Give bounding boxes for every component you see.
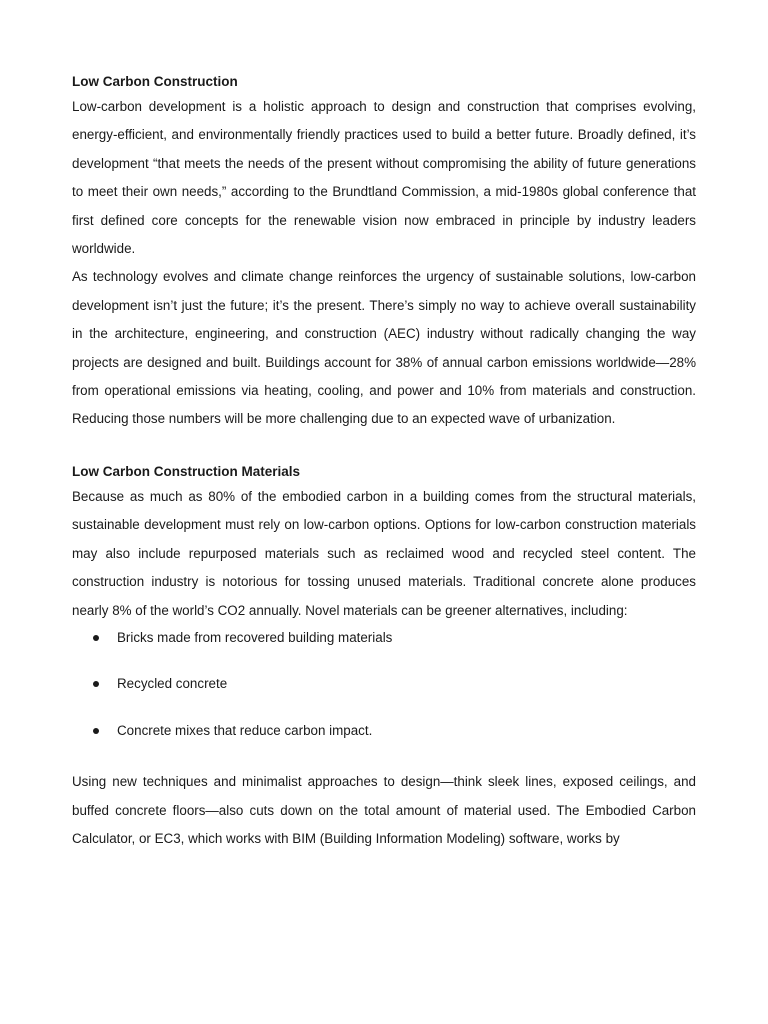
section-heading-low-carbon-construction: Low Carbon Construction: [72, 74, 238, 89]
section-heading-materials: Low Carbon Construction Materials: [72, 463, 301, 479]
section-gap: [72, 434, 696, 462]
paragraph-materials-intro: Because as much as 80% of the embodied carbon in a building comes from the structural materials, sustainable development must rely on low-carbon options. Options for low-carbon construction materials may also include repurposed materials such as reclaimed wood and recycled steel content. The construction industry is notorious for tossing unused materials. Traditional concrete alone produces nearly 8% of the world’s CO2 annually. Novel materials can be greener alternatives, including:: [72, 488, 696, 618]
document-page: [72, 72, 696, 854]
list-item-text: Bricks made from recovered building materials: [117, 629, 393, 645]
list-item: [72, 629, 696, 647]
bullet-icon: [93, 681, 99, 687]
bullet-icon: [93, 728, 99, 734]
paragraph-low-carbon-definition: Low-carbon development is a holistic approach to design and construction that comprises evolving, energy-efficient, and environmentally friendly practices used to build a better future. Broadly defined, it’s development “that meets the needs of the present without compromising the ability of future generations to meet their own needs,” according to the Brundtland Commission, a mid-1980s global conference that first defined core concepts for the renewable vision now embraced in principle by industry leaders worldwide.: [72, 99, 696, 257]
list-item-text: Concrete mixes that reduce carbon impact.: [117, 722, 373, 738]
bullet-icon: [93, 635, 99, 641]
list-item: [72, 722, 696, 740]
paragraph-techniques: Using new techniques and minimalist approaches to design—think sleek lines, exposed ceilings, and buffed concrete floors—also cuts down on the total amount of material used. The Embodied Carbon Calculator, or EC3, which works with BIM (Building Information Modeling) software, works by: [72, 774, 696, 847]
list-item: [72, 675, 696, 693]
materials-bullet-list: [72, 629, 696, 740]
list-item-text: Recycled concrete: [117, 676, 228, 692]
paragraph-technology-climate: As technology evolves and climate change reinforces the urgency of sustainable solutions, low-carbon development isn’t just the future; it’s the present. There’s simply no way to achieve overall sustainability in the architecture, engineering, and construction (AEC) industry without radically changing the way projects are designed and built. Buildings account for 38% of annual carbon emissions worldwide—28% from operational emissions via heating, cooling, and power and 10% from materials and construction. Reducing those numbers will be more challenging due to an expected wave of urbanization.: [72, 269, 696, 427]
